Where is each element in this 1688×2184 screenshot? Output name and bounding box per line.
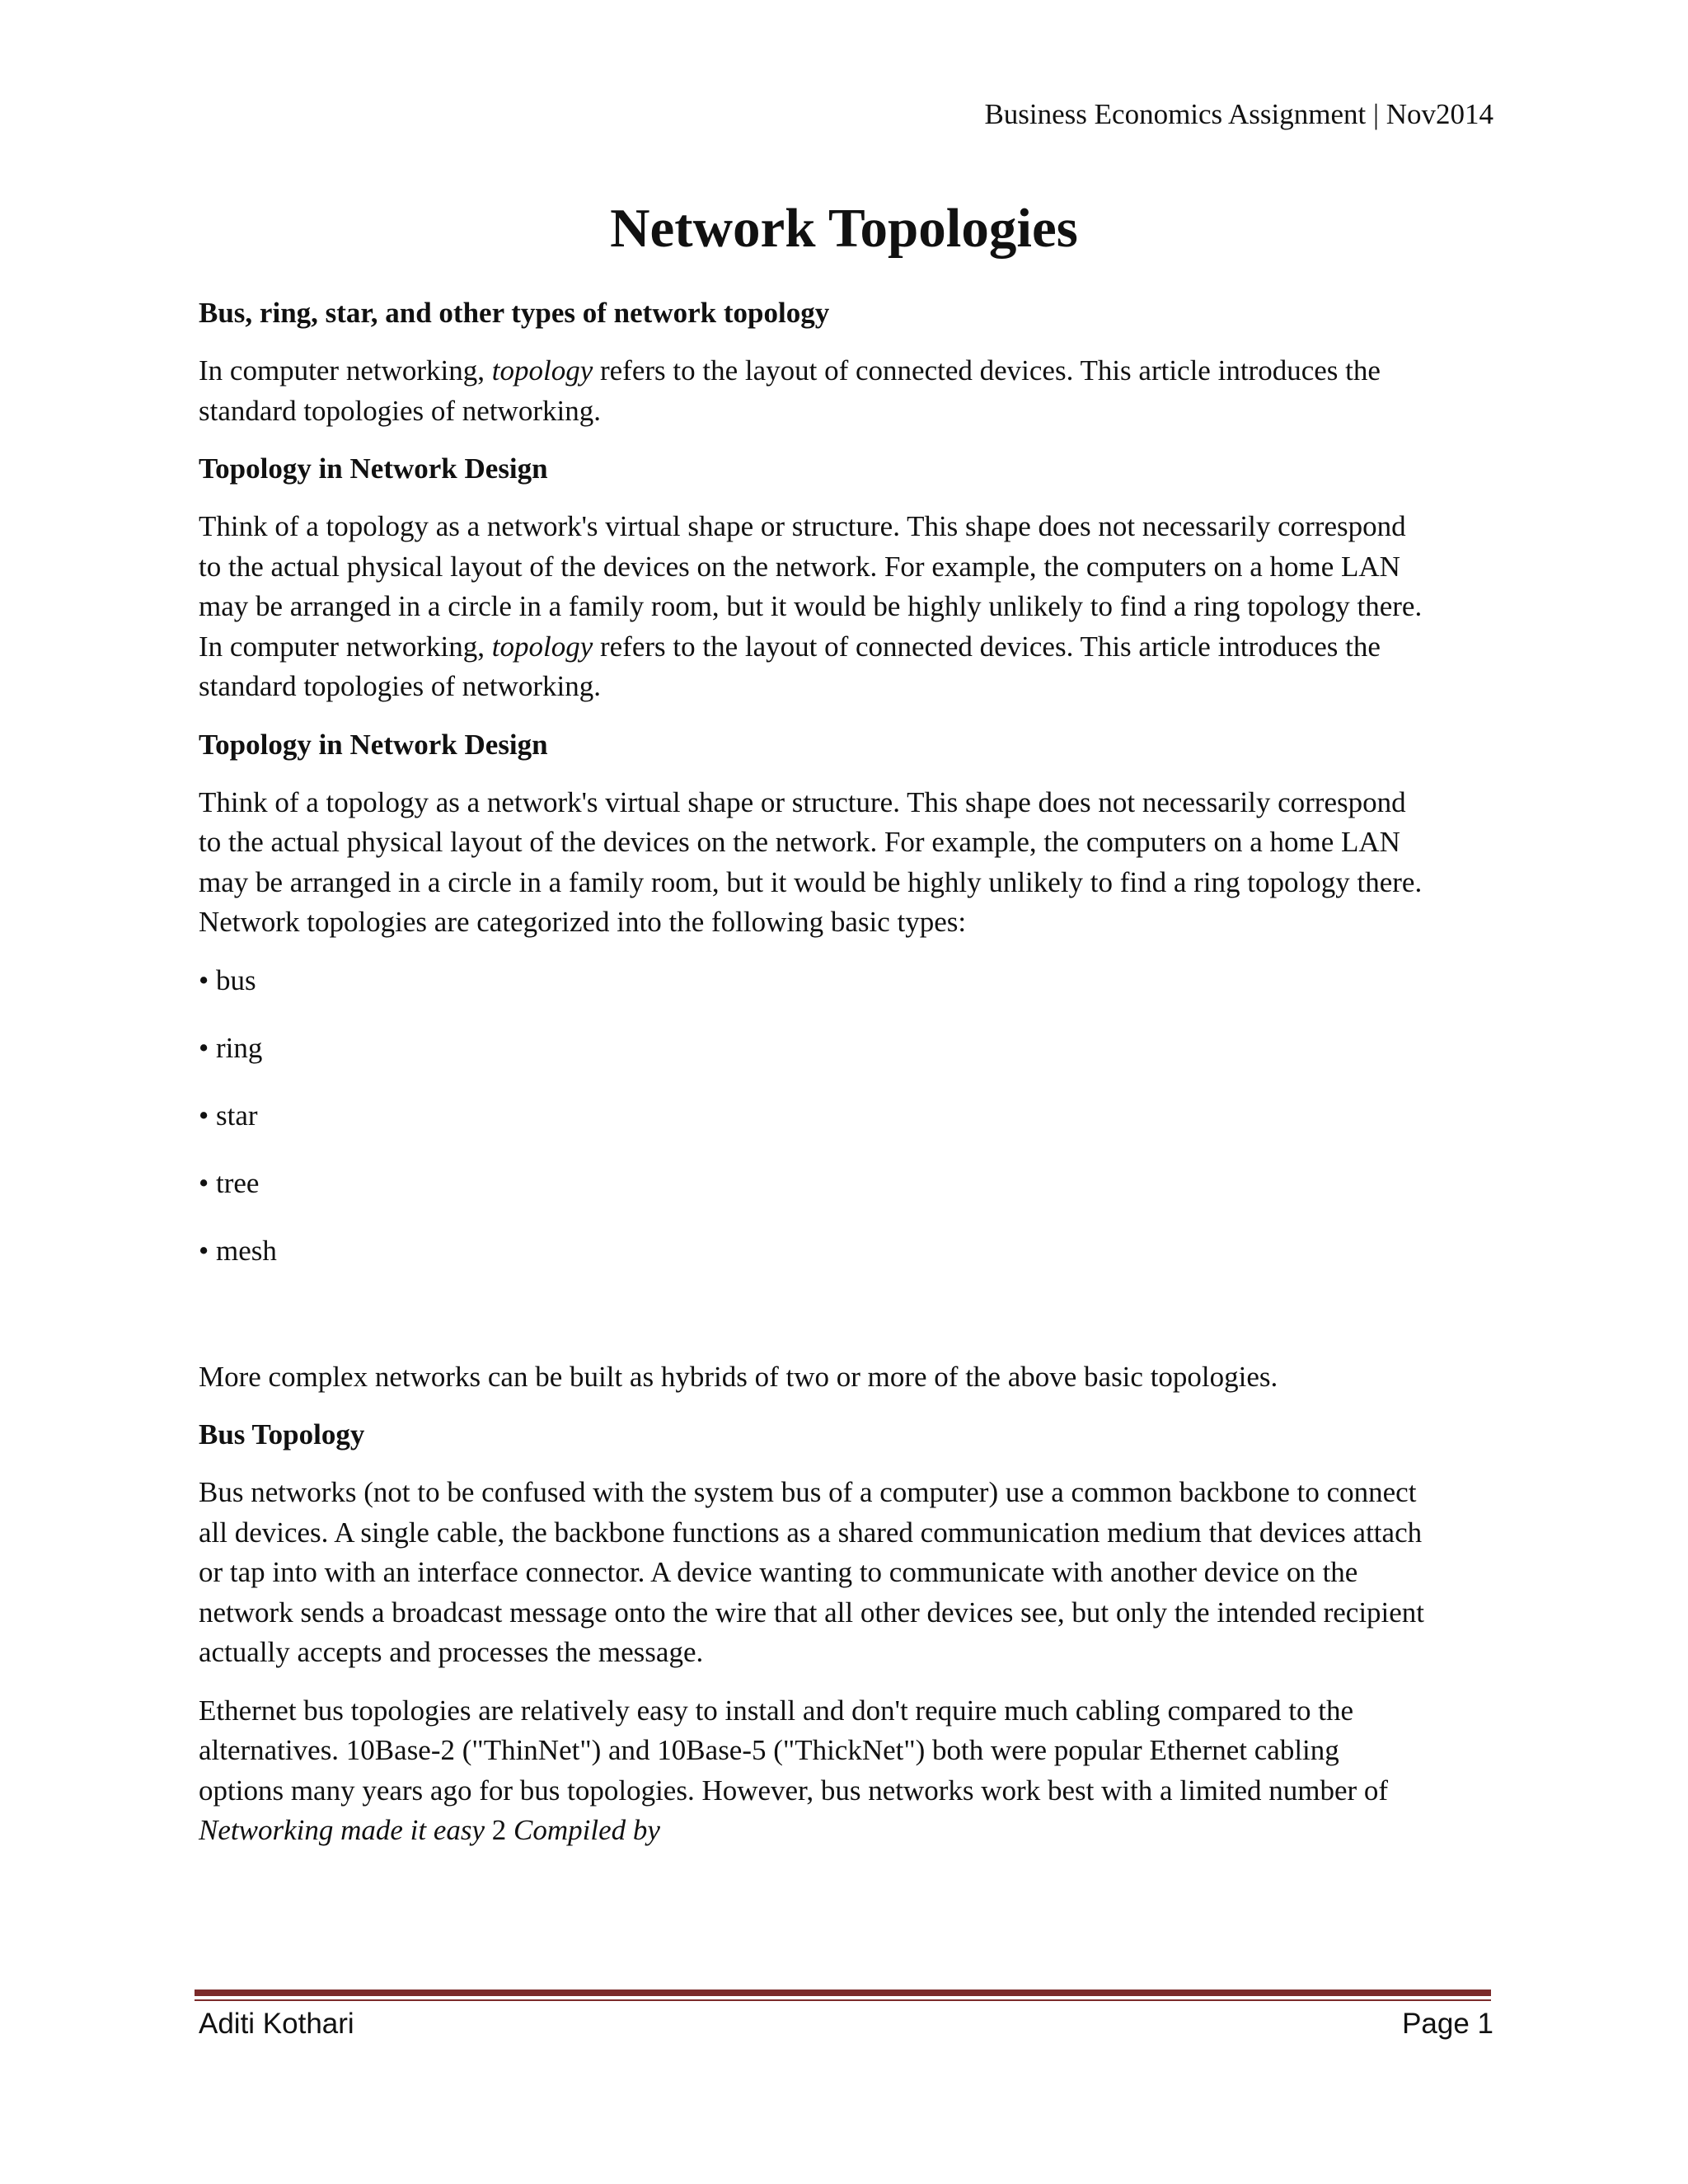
paragraph-line: Bus networks (not to be confused with the system bus of a computer) use a common backbone to connect <box>199 1476 1417 1508</box>
running-header: Business Economics Assignment | Nov2014 <box>984 98 1493 130</box>
paragraph-line: Networking made it easy 2 Compiled by <box>199 1814 660 1846</box>
emphasis-networking: Networking made it easy <box>199 1814 485 1846</box>
paragraph-line: actually accepts and processes the message. <box>199 1636 704 1668</box>
list-item-tree: • tree <box>199 1166 260 1199</box>
paragraph-line: or tap into with an interface connector. A device wanting to communicate with another device on the <box>199 1556 1358 1588</box>
paragraph-line: network sends a broadcast message onto the wire that all other devices see, but only the intended recipient <box>199 1596 1425 1629</box>
paragraph-line: Think of a topology as a network's virtual shape or structure. This shape does not necessarily correspond <box>199 510 1406 542</box>
paragraph-line: may be arranged in a circle in a family room, but it would be highly unlikely to find a ring topology there. <box>199 865 1423 898</box>
paragraph-line: Ethernet bus topologies are relatively easy to install and don't require much cabling compared to the <box>199 1694 1354 1727</box>
section-heading-overview: Bus, ring, star, and other types of network topology <box>199 297 830 329</box>
paragraph-bus-2 <box>199 1691 1496 1851</box>
emphasis-compiled: Compiled by <box>513 1814 660 1846</box>
paragraph-line: alternatives. 10Base-2 ("ThinNet") and 10Base-5 ("ThickNet") both were popular Ethernet cabling <box>199 1734 1339 1766</box>
paragraph-hybrid: More complex networks can be built as hybrids of two or more of the above basic topologies. <box>199 1360 1278 1393</box>
list-item-bus: • bus <box>199 963 256 996</box>
list-item-ring: • ring <box>199 1031 263 1064</box>
paragraph-design-1 <box>199 507 1496 707</box>
paragraph-line: standard topologies of networking. <box>199 394 601 427</box>
emphasis-topology: topology <box>491 354 593 387</box>
paragraph-line: options many years ago for bus topologies. However, bus networks work best with a limited number of <box>199 1774 1389 1807</box>
paragraph-intro <box>199 351 1496 431</box>
footer-page-number: Page 1 <box>1402 2008 1493 2040</box>
paragraph-design-2 <box>199 783 1496 943</box>
topology-types-list <box>199 961 1496 1271</box>
paragraph-line: all devices. A single cable, the backbone functions as a shared communication medium that devices attach <box>199 1516 1423 1549</box>
paragraph-line: to the actual physical layout of the devices on the network. For example, the computers on a home LAN <box>199 826 1400 858</box>
section-heading-design-2: Topology in Network Design <box>199 728 548 761</box>
footer-divider-thin <box>195 1999 1491 2001</box>
paragraph-line: standard topologies of networking. <box>199 670 601 702</box>
section-heading-design-1: Topology in Network Design <box>199 452 548 485</box>
emphasis-topology: topology <box>491 630 593 663</box>
list-item-mesh: • mesh <box>199 1234 277 1267</box>
section-heading-bus: Bus Topology <box>199 1418 365 1451</box>
paragraph-line: In computer networking, topology refers to the layout of connected devices. This article introduces the <box>199 354 1381 387</box>
list-item-star: • star <box>199 1099 258 1132</box>
paragraph-line: In computer networking, topology refers to the layout of connected devices. This article introduces the <box>199 630 1381 663</box>
paragraph-line: Network topologies are categorized into the following basic types: <box>199 906 967 938</box>
paragraph-bus-1 <box>199 1473 1496 1673</box>
document-body <box>199 293 1496 1869</box>
footer-divider <box>195 1990 1491 1996</box>
footer-author: Aditi Kothari <box>199 2008 354 2040</box>
paragraph-line: Think of a topology as a network's virtual shape or structure. This shape does not necessarily correspond <box>199 785 1406 818</box>
document-title: Network Topologies <box>610 198 1078 259</box>
paragraph-line: may be arranged in a circle in a family room, but it would be highly unlikely to find a ring topology there. <box>199 590 1423 622</box>
paragraph-line: to the actual physical layout of the devices on the network. For example, the computers on a home LAN <box>199 550 1400 583</box>
